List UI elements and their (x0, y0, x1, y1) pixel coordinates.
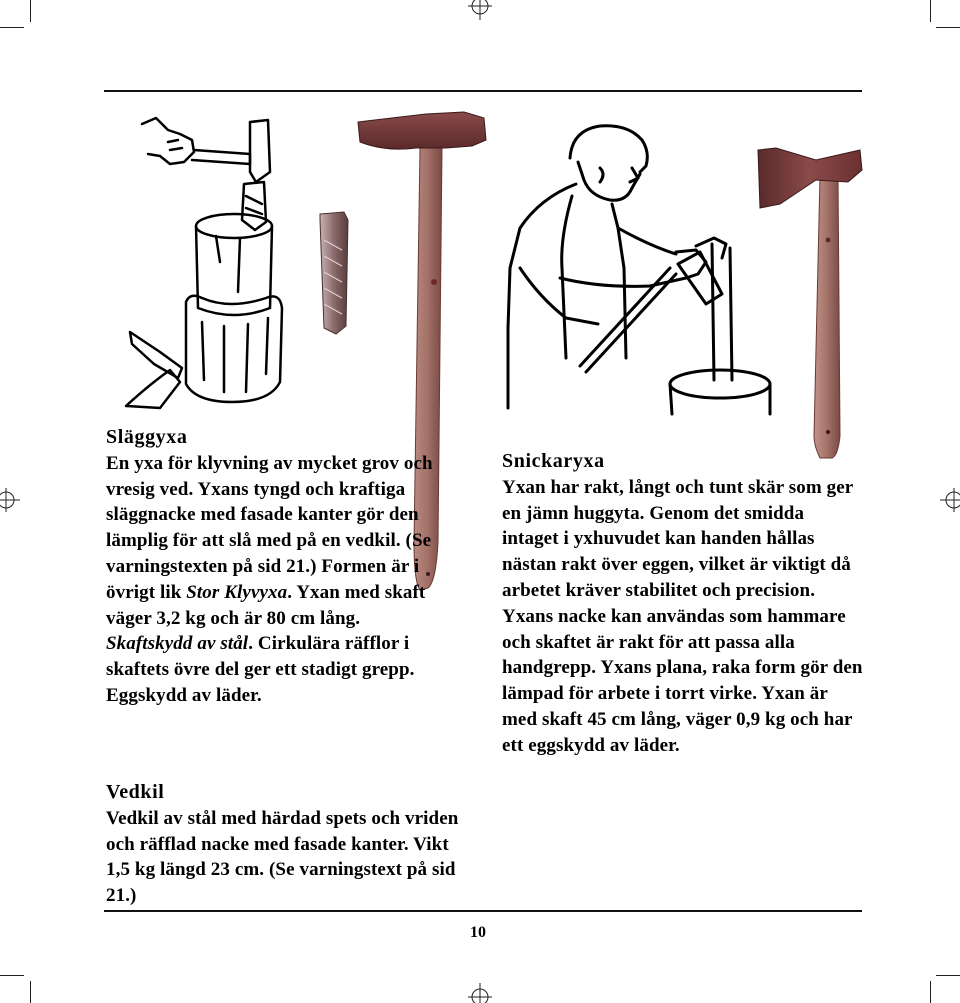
vedkil-heading: Vedkil (106, 781, 165, 803)
slaggyxa-em-a: Stor Klyvyxa (186, 581, 288, 603)
wedge-splitting-illustration (120, 112, 300, 422)
crop-mark-bottom-left-v (30, 981, 31, 1003)
page-number: 10 (470, 924, 486, 941)
registration-mark-bottom-icon (468, 983, 492, 1003)
wedge-photo (316, 210, 352, 334)
carpenter-axe-photo (756, 146, 864, 460)
crop-mark-top-right-v (930, 0, 931, 22)
slaggyxa-section (106, 425, 446, 709)
crop-mark-top-right (936, 27, 960, 28)
snickaryxa-text: Yxan har rakt, långt och tunt skär som ger en jämn huggyta. Genom det smidda intaget i yxhuvudet kan handen hållas nästan rakt över eggen, vilket är viktigt då arbetet kräver stabilitet och precision. Yxans nacke kan användas som hammare och skaftet är rakt för att passa alla handgrepp. Yxans plana, raka form gör den lämpad för arbete i torrt virke. Yxan är med skaft 45 cm lång, väger 0,9 kg och har ett eggskydd av läder. (502, 476, 863, 756)
slaggyxa-text-a: En yxa för klyvning av mycket grov och vresig ved. Yxans tyngd och kraftiga släggnacke med fasade kanter gör den lämplig för att slå med på en vedkil. (Se varningstexten på sid 21.) Formen är i övrigt lik (106, 452, 433, 603)
snickaryxa-section (502, 449, 864, 759)
crop-mark-top-left (0, 27, 24, 28)
registration-mark-left-icon (0, 488, 20, 512)
slaggyxa-em-b: Skaftskydd av stål (106, 633, 249, 655)
crop-mark-top-left-v (30, 0, 31, 22)
crop-mark-bottom-right (936, 975, 960, 976)
vedkil-text: Vedkil av stål med härdad spets och vriden och räfflad nacke med fasade kanter. Vikt 1,5 kg längd 23 cm. (Se varningstext på sid 21.) (106, 807, 459, 907)
carpenter-illustration (500, 118, 770, 418)
vedkil-section (106, 780, 468, 909)
top-rule (104, 90, 862, 92)
bottom-rule (104, 910, 862, 912)
registration-mark-right-icon (940, 488, 960, 512)
slaggyxa-text-b: . Yxan med skaft väger 3,2 kg och är 80 cm lång. (106, 581, 426, 629)
slaggyxa-heading: Släggyxa (106, 426, 188, 448)
crop-mark-bottom-left (0, 975, 24, 976)
registration-mark-top-icon (468, 0, 492, 20)
snickaryxa-heading: Snickaryxa (502, 450, 605, 472)
slaggyxa-text-c: . Cirkulära räfflor i skaftets övre del ger ett stadigt grepp. Eggskydd av läder. (106, 633, 415, 706)
crop-mark-bottom-right-v (930, 981, 931, 1003)
